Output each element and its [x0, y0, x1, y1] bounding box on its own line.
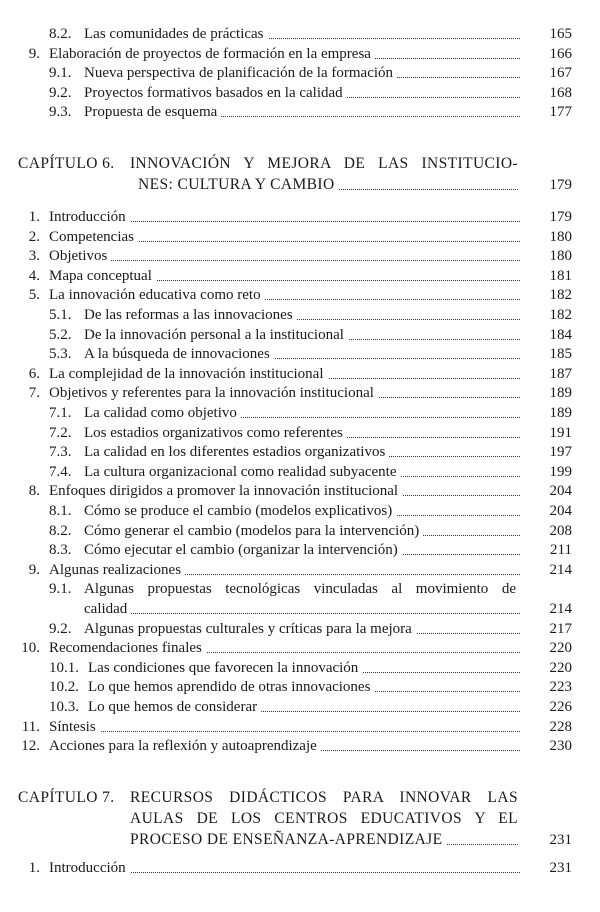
chapter-6-title-line2: NES: CULTURA Y CAMBIO: [138, 175, 518, 195]
toc-entry-page: 208: [549, 522, 572, 539]
toc-entry: [0, 364, 600, 384]
toc-entry-title: Recomendaciones finales: [49, 638, 520, 658]
toc-entry: [0, 717, 600, 737]
toc-entry-title: Las comunidades de prácticas: [84, 24, 520, 44]
toc-entry-title: Objetivos: [49, 246, 520, 266]
toc-entry-title: Propuesta de esquema: [84, 102, 520, 122]
toc-entry-number: 5.2.: [49, 326, 72, 343]
toc-entry: [0, 344, 600, 364]
toc-entry-number: 3.: [28, 248, 40, 265]
toc-entry-page: 211: [550, 542, 572, 559]
toc-entry-page: 214: [549, 561, 572, 578]
toc-entry-page: 189: [549, 405, 572, 421]
toc-entry: [0, 24, 600, 44]
toc-entry: [0, 285, 600, 305]
chapter-6-label: CAPÍTULO 6.: [18, 155, 115, 172]
toc-entry-number: 8.: [28, 483, 40, 500]
toc-entry-page: 220: [549, 640, 572, 657]
toc-entry-title: Algunas propuestas tecnológicas vinculadas al movimiento de: [84, 579, 520, 599]
toc-entry-number: 10.: [21, 640, 40, 657]
toc-entry-number: 1.: [28, 860, 40, 876]
toc-entry: [0, 697, 600, 717]
toc-entry-number: 6.: [28, 365, 40, 382]
toc-entry-number: 1.: [28, 209, 40, 225]
toc-entry-page: 191: [549, 424, 572, 441]
toc-entry-number: 10.3.: [49, 699, 79, 715]
toc-entry: [0, 677, 600, 697]
toc-entry-title: Acciones para la reflexión y autoaprendizaje: [49, 736, 520, 756]
toc-entry-page: 230: [549, 738, 572, 755]
toc-entry-number: 7.1.: [49, 405, 72, 421]
toc-entry-page: 214: [549, 601, 572, 617]
chapter-7-page-number: 231: [549, 832, 572, 848]
toc-entry: [0, 638, 600, 658]
toc-entry-number: 5.1.: [49, 307, 72, 323]
toc-entry-page: 197: [549, 444, 572, 461]
toc-entry-page: 184: [549, 326, 572, 343]
toc-entry-title: La innovación educativa como reto: [49, 285, 520, 305]
toc-entry-number: 12.: [21, 738, 40, 755]
toc-entry-number: 9.1.: [49, 65, 72, 82]
toc-entry-number: 4.: [28, 267, 40, 284]
toc-entry-page: 180: [549, 248, 572, 265]
toc-entry-title: Nueva perspectiva de planificación de la formación: [84, 63, 520, 83]
toc-entry-page: 179: [549, 209, 572, 225]
toc-entry-page: 165: [549, 26, 572, 42]
toc-entry-number: 8.3.: [49, 542, 72, 559]
toc-entry-number: 9.2.: [49, 620, 72, 637]
toc-entry-number: 11.: [21, 718, 40, 735]
toc-entry-page: 167: [549, 65, 572, 82]
toc-entry-title: Introducción: [49, 858, 520, 878]
toc-entry: [0, 423, 600, 443]
toc-entry-page: 231: [549, 860, 572, 876]
toc-entry-title: Objetivos y referentes para la innovación institucional: [49, 383, 520, 403]
toc-entry-title: De la innovación personal a la institucional: [84, 325, 520, 345]
toc-entry: [0, 325, 600, 345]
toc-entry-page: 204: [549, 503, 572, 519]
toc-entry-number: 9.3.: [49, 104, 72, 121]
toc-entry-title: Algunas realizaciones: [49, 560, 520, 580]
toc-entry-page: 166: [549, 45, 572, 62]
toc-entry-number: 7.3.: [49, 444, 72, 461]
toc-entry: [0, 83, 600, 103]
toc-entry: [0, 540, 600, 560]
toc-entry-title: Introducción: [49, 207, 520, 227]
toc-entry-page: 199: [549, 463, 572, 480]
toc-entry: [0, 521, 600, 541]
toc-entry: [0, 102, 600, 122]
toc-entry-title: Enfoques dirigidos a promover la innovación institucional: [49, 481, 520, 501]
toc-entry-title-continuation: calidad: [84, 599, 520, 619]
toc-entry-title: Lo que hemos de considerar: [88, 697, 520, 717]
toc-entry: [0, 305, 600, 325]
toc-entry: [0, 858, 600, 878]
toc-entry: [0, 383, 600, 403]
toc-entry-number: 9.1.: [49, 581, 72, 598]
toc-entry-page: 185: [549, 346, 572, 363]
toc-entry-page: 220: [549, 659, 572, 676]
toc-entry-title: Proyectos formativos basados en la calidad: [84, 83, 520, 103]
toc-entry-page: 228: [549, 718, 572, 735]
toc-entry: [0, 501, 600, 521]
chapter-6-page-number: 179: [549, 177, 572, 193]
toc-entry-title: Algunas propuestas culturales y críticas para la mejora: [84, 619, 520, 639]
toc-entry-number: 5.3.: [49, 346, 72, 363]
toc-entry: [0, 481, 600, 501]
toc-entry-continuation: [0, 599, 600, 619]
toc-entry-number: 10.2.: [49, 679, 79, 696]
toc-entry: [0, 207, 600, 227]
toc-entry-title: A la búsqueda de innovaciones: [84, 344, 520, 364]
toc-entry-title: Elaboración de proyectos de formación en la empresa: [49, 44, 520, 64]
toc-entry-page: 168: [549, 84, 572, 101]
toc-entry: [0, 403, 600, 423]
toc-entry-title: La calidad en los diferentes estadios organizativos: [84, 442, 520, 462]
toc-entry: [0, 63, 600, 83]
chapter-7-label: CAPÍTULO 7.: [18, 789, 115, 806]
toc-entry-page: 180: [549, 228, 572, 245]
toc-entry-number: 9.2.: [49, 84, 72, 101]
toc-entry-title: La cultura organizacional como realidad subyacente: [84, 462, 520, 482]
toc-entry: [0, 462, 600, 482]
toc-entry-page: 217: [549, 620, 572, 637]
toc-entry-title: Competencias: [49, 227, 520, 247]
toc-entry-number: 8.1.: [49, 503, 72, 519]
toc-entry-number: 7.4.: [49, 463, 72, 480]
chapter-7-title-line2: AULAS DE LOS CENTROS EDUCATIVOS Y EL: [130, 810, 518, 827]
toc-entry-number: 10.1.: [49, 659, 79, 676]
chapter-7-title-line3: PROCESO DE ENSEÑANZA-APRENDIZAJE: [130, 830, 518, 850]
toc-entry-title: Síntesis: [49, 717, 520, 737]
toc-entry-page: 204: [549, 483, 572, 500]
chapter-6-title-line1: INNOVACIÓN Y MEJORA DE LAS INSTITUCIO-: [130, 155, 518, 172]
toc-entry-title: Lo que hemos aprendido de otras innovaciones: [88, 677, 520, 697]
chapter-7-title-line1: RECURSOS DIDÁCTICOS PARA INNOVAR LAS: [130, 789, 518, 806]
toc-entry-page: 182: [549, 307, 572, 323]
toc-entry-title: La calidad como objetivo: [84, 403, 520, 423]
toc-entry-number: 8.2.: [49, 522, 72, 539]
toc-entry-number: 2.: [28, 228, 40, 245]
toc-entry: [0, 44, 600, 64]
toc-entry: [0, 246, 600, 266]
toc-entry-number: 7.2.: [49, 424, 72, 441]
toc-entry-title: Cómo se produce el cambio (modelos explicativos): [84, 501, 520, 521]
toc-entry-page: 223: [549, 679, 572, 696]
toc-entry: [0, 227, 600, 247]
toc-entry-title: Los estadios organizativos como referentes: [84, 423, 520, 443]
toc-entry-page: 182: [549, 287, 572, 304]
toc-entry-title: De las reformas a las innovaciones: [84, 305, 520, 325]
toc-entry-title: Las condiciones que favorecen la innovación: [88, 658, 520, 678]
toc-entry: [0, 442, 600, 462]
toc-entry-page: 181: [549, 267, 572, 284]
toc-entry: [0, 658, 600, 678]
toc-entry-number: 7.: [28, 385, 40, 402]
toc-entry: [0, 579, 600, 599]
toc-entry: [0, 560, 600, 580]
toc-entry-number: 8.2.: [49, 26, 72, 42]
toc-entry-title: La complejidad de la innovación institucional: [49, 364, 520, 384]
toc-entry: [0, 266, 600, 286]
toc-entry-page: 226: [549, 699, 572, 715]
toc-entry-number: 5.: [28, 287, 40, 304]
toc-entry-title: Cómo ejecutar el cambio (organizar la intervención): [84, 540, 520, 560]
toc-entry-title: Mapa conceptual: [49, 266, 520, 286]
toc-entry-number: 9.: [28, 561, 40, 578]
toc-entry-page: 177: [549, 104, 572, 121]
toc-entry: [0, 619, 600, 639]
toc-entry-page: 189: [549, 385, 572, 402]
toc-entry-title: Cómo generar el cambio (modelos para la intervención): [84, 521, 520, 541]
toc-entry: [0, 736, 600, 756]
toc-entry-page: 187: [549, 365, 572, 382]
toc-entry-number: 9.: [28, 45, 40, 62]
